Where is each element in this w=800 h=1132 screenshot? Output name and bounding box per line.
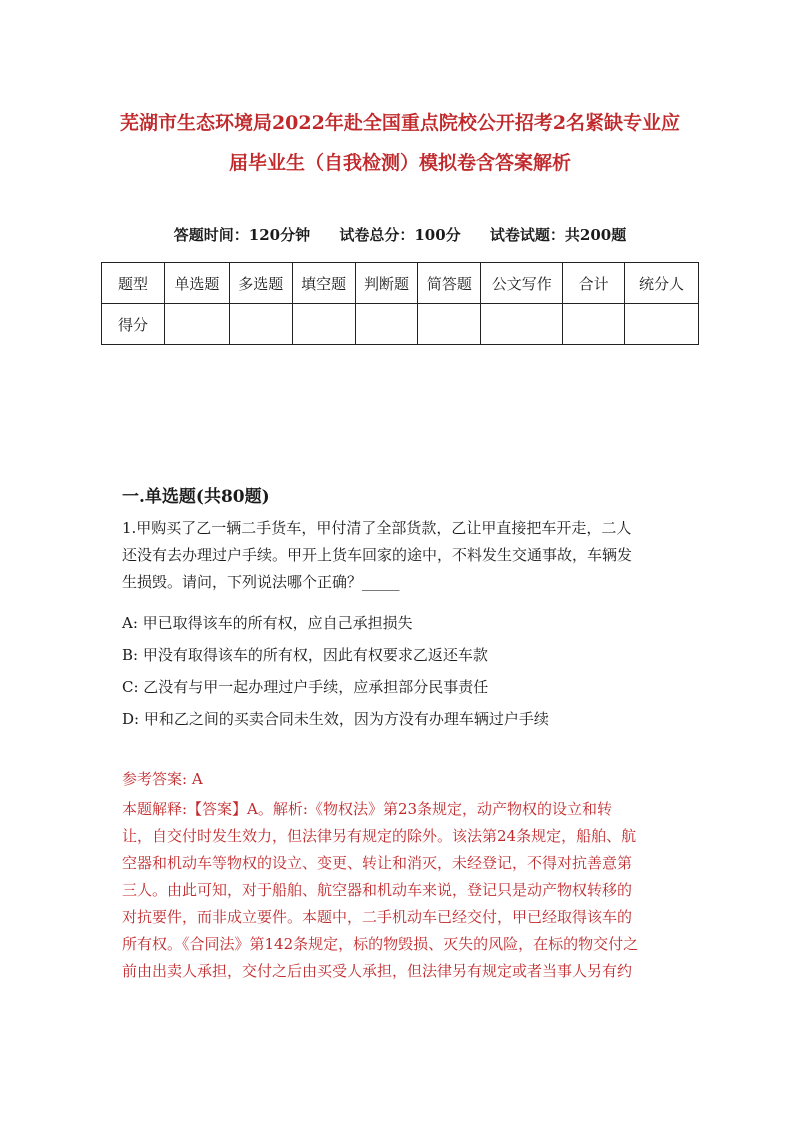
explanation-line: 让，自交付时发生效力，但法律另有规定的除外。该法第24条规定，船舶、航 <box>122 827 637 845</box>
score-cell <box>355 304 418 345</box>
explanation-line: 本题解释:【答案】A。解析:《物权法》第23条规定，动产物权的设立和转 <box>122 800 613 818</box>
document-title-line1: 芜湖市生态环境局2022年赴全国重点院校公开招考2名紧缺专业应 <box>119 112 681 134</box>
score-cell <box>418 304 481 345</box>
question-line: 生损毁。请问，下列说法哪个正确？_____ <box>122 573 400 591</box>
table-header-cell: 统分人 <box>625 263 699 304</box>
score-cell <box>625 304 699 345</box>
option-c: C: 乙没有与甲一起办理过户手续，应承担部分民事责任 <box>122 678 489 696</box>
score-row-label: 得分 <box>102 304 165 345</box>
exam-duration: 答题时间：120分钟 <box>173 226 311 244</box>
explanation-line: 空器和机动车等物权的设立、变更、转让和消灭，未经登记，不得对抗善意第 <box>122 854 633 872</box>
score-cell <box>292 304 355 345</box>
score-table <box>101 262 699 345</box>
document-title-line2: 届毕业生（自我检测）模拟卷含答案解析 <box>228 152 571 174</box>
score-cell <box>481 304 563 345</box>
explanation-line: 对抗要件，而非成立要件。本题中，二手机动车已经交付，甲已经取得该车的 <box>122 908 633 926</box>
answer-explanation <box>122 796 682 985</box>
reference-answer: 参考答案: A <box>122 770 203 788</box>
table-header-cell: 判断题 <box>355 263 418 304</box>
exam-question-count: 试卷试题：共200题 <box>489 226 627 244</box>
score-cell <box>229 304 292 345</box>
explanation-line: 所有权。《合同法》第142条规定，标的物毁损、灭失的风险，在标的物交付之 <box>122 935 639 953</box>
option-d: D: 甲和乙之间的买卖合同未生效，因为方没有办理车辆过户手续 <box>122 710 549 728</box>
score-cell <box>164 304 229 345</box>
explanation-line: 三人。由此可知，对于船舶、航空器和机动车来说，登记只是动产物权转移的 <box>122 881 633 899</box>
score-cell <box>563 304 625 345</box>
table-header-cell: 简答题 <box>418 263 481 304</box>
table-header-cell: 多选题 <box>229 263 292 304</box>
table-header-cell: 合计 <box>563 263 625 304</box>
section-heading: 一.单选题(共80题) <box>122 487 270 507</box>
question-line: 1.甲购买了乙一辆二手货车，甲付清了全部货款，乙让甲直接把车开走，二人 <box>122 519 632 537</box>
score-table-score-row <box>102 304 699 345</box>
table-header-cell: 单选题 <box>164 263 229 304</box>
table-header-cell: 填空题 <box>292 263 355 304</box>
option-b: B: 甲没有取得该车的所有权，因此有权要求乙返还车款 <box>122 646 488 664</box>
option-a: A: 甲已取得该车的所有权，应自己承担损失 <box>122 614 413 632</box>
exam-total-score: 试卷总分：100分 <box>339 226 461 244</box>
table-header-cell: 公文写作 <box>481 263 563 304</box>
table-header-cell: 题型 <box>102 263 165 304</box>
explanation-line: 前由出卖人承担，交付之后由买受人承担，但法律另有规定或者当事人另有约 <box>122 962 633 980</box>
question-line: 还没有去办理过户手续。甲开上货车回家的途中，不料发生交通事故，车辆发 <box>122 546 633 564</box>
question-stem <box>122 515 682 596</box>
score-table-header-row <box>102 263 699 304</box>
exam-meta <box>100 224 700 245</box>
